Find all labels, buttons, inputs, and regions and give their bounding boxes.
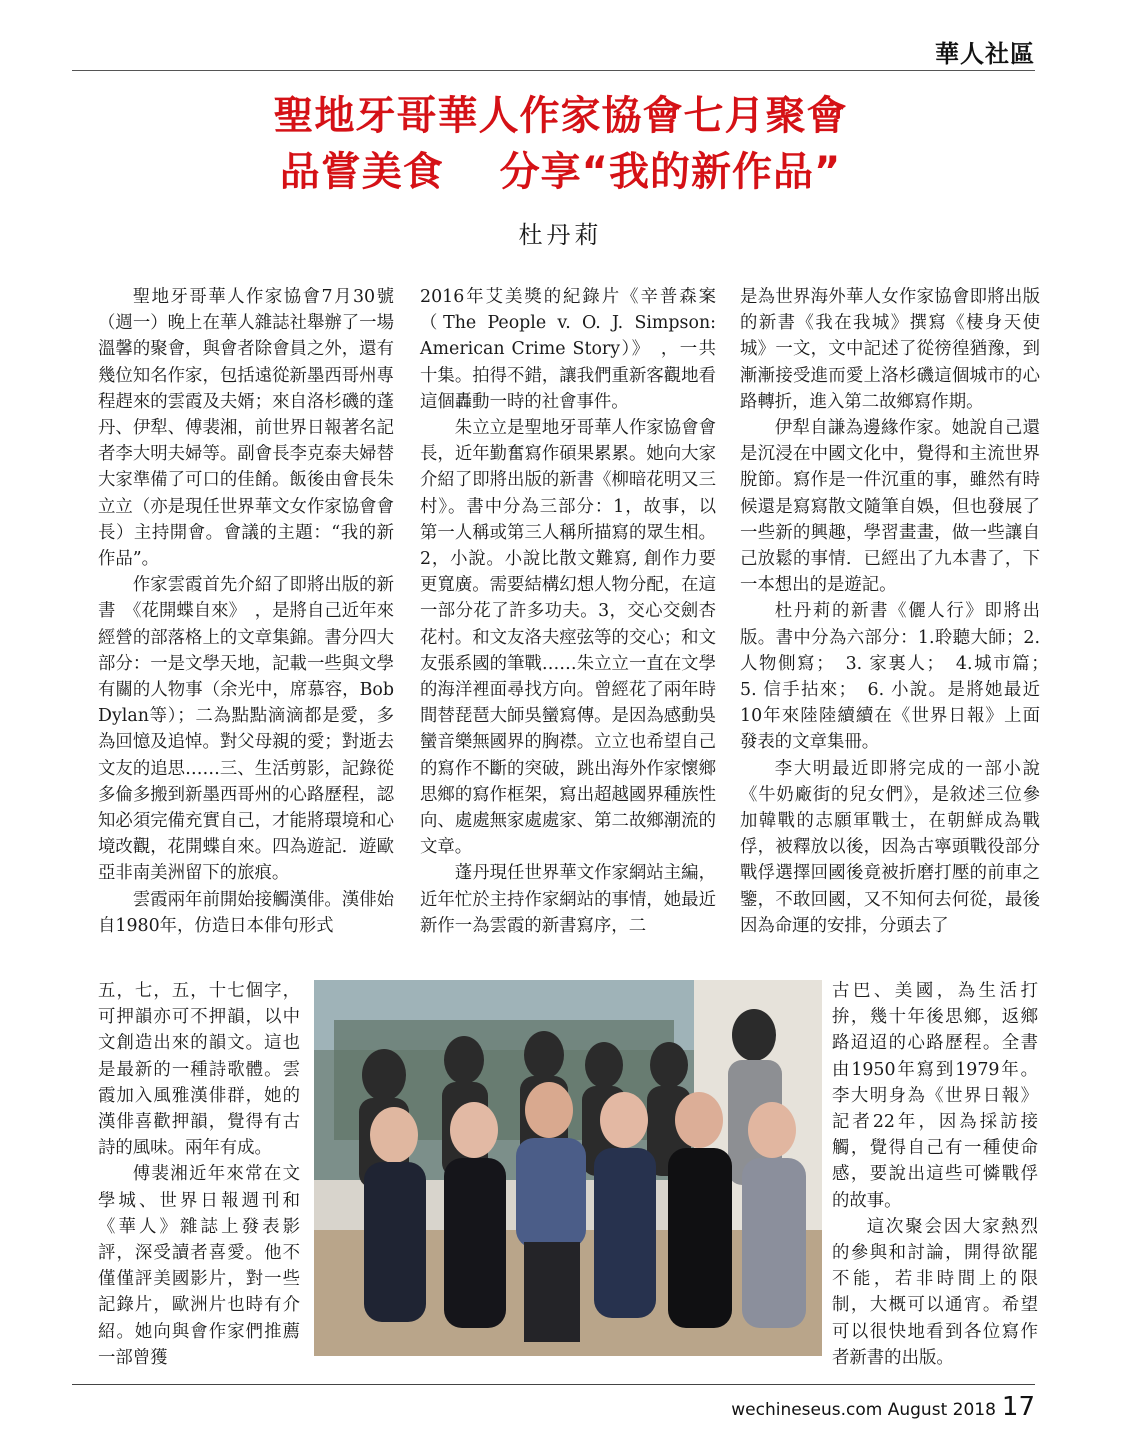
article-column-1 xyxy=(98,284,394,939)
article-column-1-wrap xyxy=(98,978,300,1371)
footer-rule xyxy=(72,1384,1035,1385)
article-column-2 xyxy=(420,284,716,939)
author-byline: 杜丹莉 xyxy=(518,221,603,249)
paragraph: 杜丹莉的新書《儷人行》即將出版。書中分為六部分：1.聆聽大師；2. 人物側寫； 3. 家裏人； 4.城市篇； 5. 信手拈來； 6. 小說。是將她最近10年來陸陸續續在《世界日報》上面發表的文章集冊。 xyxy=(740,601,1058,753)
article-title-line1: 聖地牙哥華人作家協會七月聚會 xyxy=(273,93,848,139)
paragraph: 古巴、美國，為生活打拚，幾十年後思鄉，返鄉路迢迢的心路歷程。全書由1950年寫到1979年。李大明身為《世界日報》記者22年，因為採訪接觸，覺得自己有一種使命感，要說出這些可憐戰俘的故事。 xyxy=(832,981,1038,1211)
paragraph: 傅裴湘近年來常在文學城、世界日報週刊和《華人》雜誌上發表影評，深受讀者喜愛。他不僅僅評美國影片，對一些記錄片，歐洲片也時有介紹。她向與會作家們推薦一部曾獲 xyxy=(98,1164,300,1368)
paragraph: 朱立立是聖地牙哥華人作家協會會長，近年勤奮寫作碩果累累。她向大家介紹了即將出版的新書《柳暗花明又三村》。書中分為三部分：1，故事，以第一人稱或第三人稱所描寫的眾生相。2，小說。小說比散文難寫, 創作力要更寬廣。需要結構幻想人物分配，在這一部分花了許多功夫。3，交心交劍杏花村。和文友洛夫痙弦等的交心；和文友張系國的筆戰……朱立立一直在文學的海洋裡面尋找方向。曾經花了兩年時間替琵琶大師吳蠻寫傳。是因為感動吳蠻音樂無國界的胸襟。立立也希望自己的寫作不斷的突破，跳出海外作家懷鄉思鄉的寫作框架，寫出超越國界種族性向、處處無家處處家、第二故鄉潮流的文章。 xyxy=(420,418,716,858)
article-title-line2: 品嘗美食 分享“我的新作品” xyxy=(279,149,842,195)
paragraph: 五，七，五，十七個字，可押韻亦可不押韻，以中文創造出來的韻文。這也是最新的一種詩歌體。雲霞加入風雅漢俳群，她的漢俳喜歡押韻，覺得有古詩的風味。兩年有成。 xyxy=(98,981,300,1159)
paragraph: 是為世界海外華人女作家協會即將出版的新書《我在我城》撰寫《棲身天使城》一文，文中記述了從徬徨猶豫，到漸漸接受進而愛上洛杉磯這個城市的心路轉折，進入第二故鄉寫作期。 xyxy=(740,287,1040,412)
paragraph: 雲霞兩年前開始接觸漢俳。漢俳始自1980年，仿造日本俳句形式 xyxy=(98,889,394,936)
paragraph: 聖地牙哥華人作家協會7月30號（週一）晚上在華人雜誌社舉辦了一場溫馨的聚會，與會者除會員之外，還有幾位知名作家，包括遠從新墨西哥州專程趕來的雲霞及夫婿；來自洛杉磯的蓬丹、伊犁、傅裴湘，前世界日報著名記者李大明夫婦等。副會長李克泰夫婦替大家準備了可口的佳餚。飯後由會長朱立立（亦是現任世界華文女作家協會會長）主持開會。會議的主題：“我的新作品”。 xyxy=(98,287,394,570)
paragraph: 作家雲霞首先介紹了即將出版的新書 《花開蝶自來》 ，是將自己近年來經營的部落格上的文章集錦。書分四大部分：一是文學天地，記載一些與文學有關的人物事（余光中，席慕容，Bob Dylan等）；二為點點滴滴都是愛，多為回憶及追悼。對父母親的愛；對逝去文友的追思……三、生活剪影，記錄從多倫多搬到新墨西哥州的心路歷程，認知必須完備充實自己，才能將環境和心境改觀，花開蝶自來。四為遊記．遊歐亞非南美洲留下的旅痕。 xyxy=(98,575,394,884)
article-column-3-wrap xyxy=(832,978,1038,1371)
section-label: 華人社區 xyxy=(935,40,1035,68)
paragraph: 這次聚会因大家熱烈的參與和討論，開得欲罷不能，若非時間上的限制，大概可以通宵。希望可以很快地看到各位寫作者新書的出版。 xyxy=(832,1216,1038,1368)
paragraph: 蓬丹現任世界華文作家網站主編，近年忙於主持作家網站的事情，她最近新作一為雲霞的新書寫序，二 xyxy=(420,863,716,936)
paragraph: 李大明最近即將完成的一部小說《牛奶廠街的兒女們》，是敘述三位參加韓戰的志願軍戰士，在朝鮮成為戰俘，被釋放以後，因為古寧頭戰役部分戰俘選擇回國後竟被折磨打壓的前車之鑒，不敢回國，又不知何去何從，最後因為命運的安排，分頭去了 xyxy=(740,758,1040,936)
page-footer xyxy=(731,1392,1035,1422)
footer-site-date: wechineseus.com August 2018 xyxy=(731,1400,996,1420)
header-rule xyxy=(72,70,1035,71)
group-photo xyxy=(314,980,822,1356)
paragraph: 2016年艾美獎的紀錄片《辛普森案（The People v. O. J. Simpson: American Crime Story）》 ，一共十集。拍得不錯，讓我們重新客觀地看這個轟動一時的社會事件。 xyxy=(420,287,716,412)
page-number: 17 xyxy=(1001,1392,1035,1422)
group-photo-illustration xyxy=(314,980,822,1356)
article-column-3 xyxy=(740,284,1058,939)
paragraph: 伊犁自謙為邊緣作家。她說自己還是沉浸在中國文化中，覺得和主流世界脫節。寫作是一件沉重的事，雖然有時候還是寫寫散文隨筆自娛，但也發展了一些新的興趣，學習畫畫，做一些讓自己放鬆的事情．已經出了九本書了，下一本想出的是遊記。 xyxy=(740,418,1040,596)
